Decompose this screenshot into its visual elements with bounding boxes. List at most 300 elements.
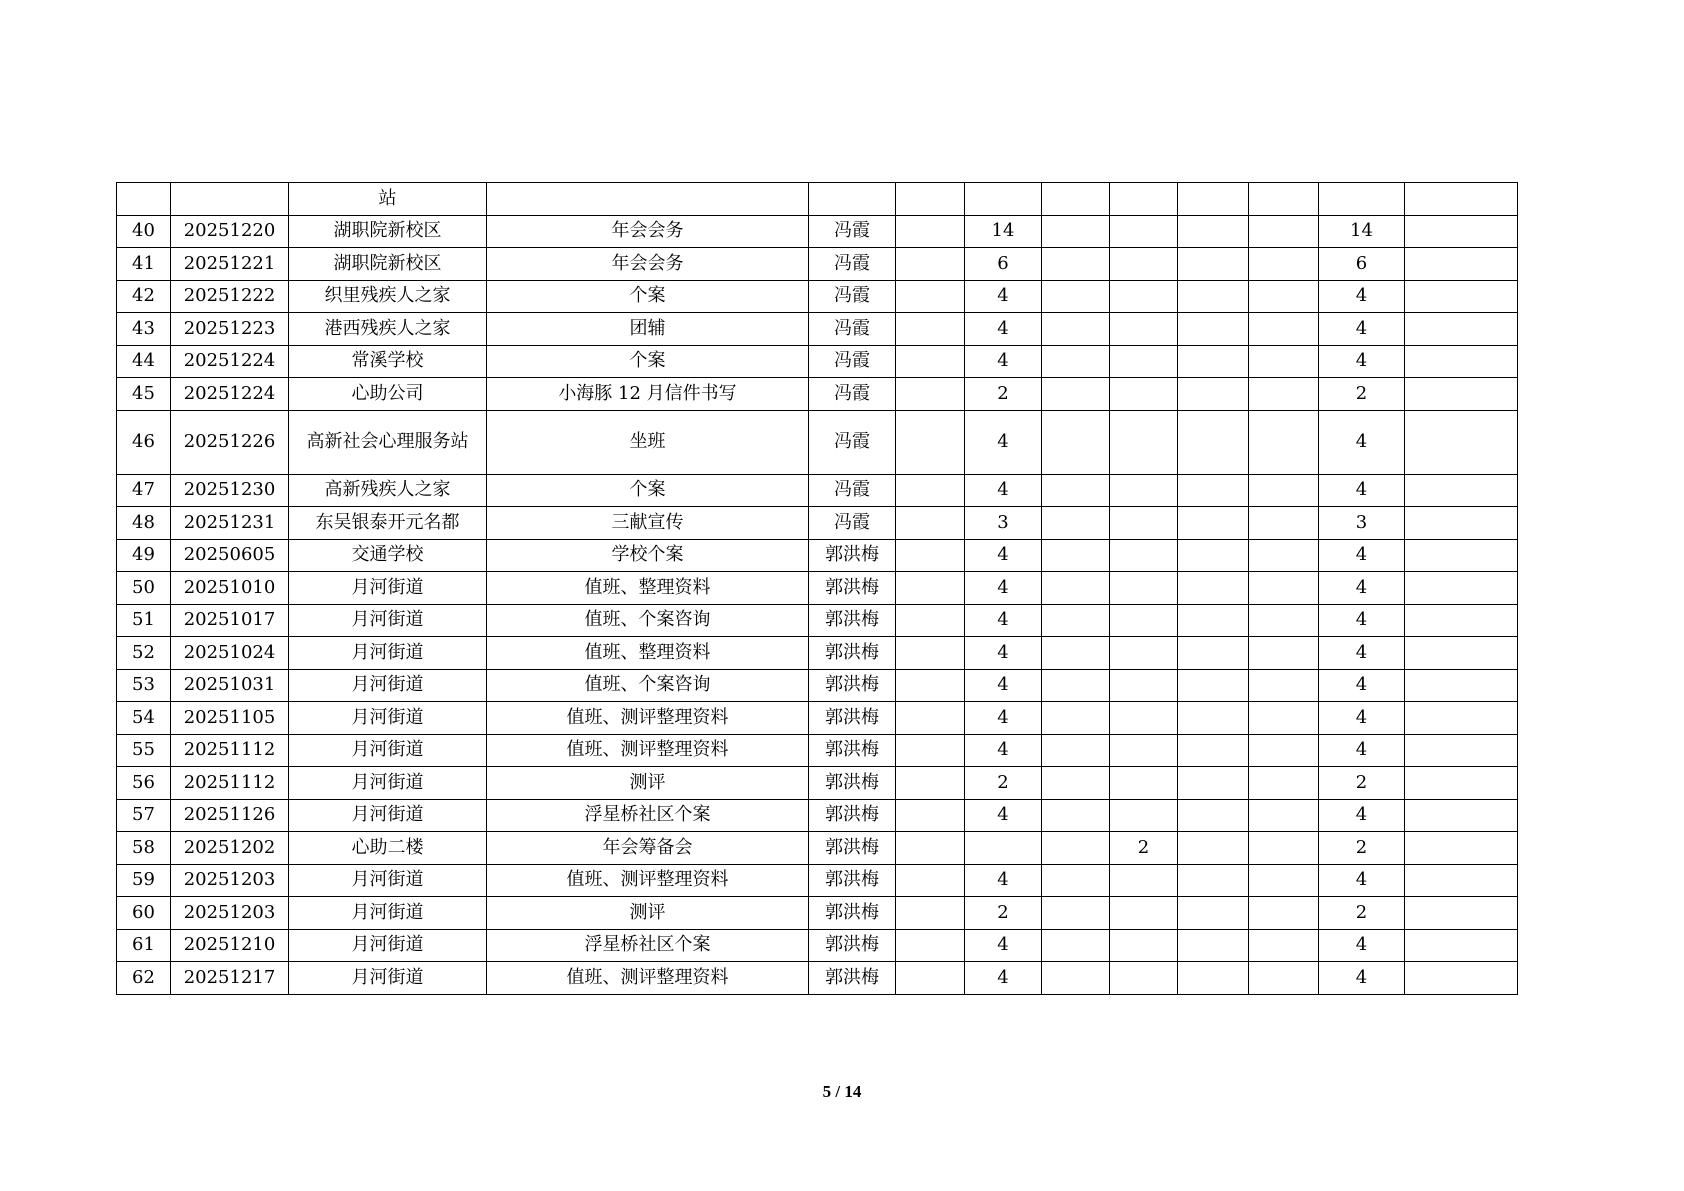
- row-number-cell: 57: [117, 799, 171, 832]
- hours-col-2-cell: 4: [965, 669, 1042, 702]
- activity-cell: 团辅: [487, 313, 809, 346]
- location-cell: 高新社会心理服务站: [289, 410, 487, 474]
- table-row: [117, 313, 1518, 346]
- location-cell: 月河街道: [289, 767, 487, 800]
- hours-col-1-cell: [896, 474, 965, 507]
- total-hours-cell: 4: [1319, 864, 1405, 897]
- total-hours-cell: 4: [1319, 410, 1405, 474]
- staff-name-cell: 郭洪梅: [809, 897, 896, 930]
- activity-cell: 个案: [487, 280, 809, 313]
- hours-col-4-cell: [1110, 474, 1178, 507]
- date-cell: 20251210: [171, 929, 289, 962]
- date-cell: 20251017: [171, 604, 289, 637]
- location-cell: 月河街道: [289, 702, 487, 735]
- hours-col-3-cell: [1042, 702, 1110, 735]
- hours-col-5-cell: [1178, 637, 1249, 670]
- row-number-cell: 55: [117, 734, 171, 767]
- hours-col-5-cell: [1178, 539, 1249, 572]
- hours-col-3-cell: [1042, 604, 1110, 637]
- hours-col-5-cell: [1178, 897, 1249, 930]
- total-hours-cell: 6: [1319, 248, 1405, 281]
- date-cell: 20251230: [171, 474, 289, 507]
- staff-name-cell: 冯霞: [809, 345, 896, 378]
- hours-col-1-cell: [896, 280, 965, 313]
- hours-col-2-cell: [965, 832, 1042, 865]
- activity-cell: 年会筹备会: [487, 832, 809, 865]
- staff-name-cell: 郭洪梅: [809, 669, 896, 702]
- staff-name-cell: 郭洪梅: [809, 734, 896, 767]
- hours-col-3-cell: [1042, 539, 1110, 572]
- table-row: [117, 474, 1518, 507]
- row-number-cell: 60: [117, 897, 171, 930]
- hours-col-3-cell: [1042, 734, 1110, 767]
- location-cell: 月河街道: [289, 734, 487, 767]
- total-hours-cell: 2: [1319, 767, 1405, 800]
- table-row: [117, 929, 1518, 962]
- row-number-cell: 44: [117, 345, 171, 378]
- row-number-cell: 49: [117, 539, 171, 572]
- activity-cell: 年会会务: [487, 215, 809, 248]
- hours-col-5-cell: [1178, 767, 1249, 800]
- hours-col-5-cell: [1178, 734, 1249, 767]
- hours-col-6-cell: [1249, 897, 1319, 930]
- hours-col-1-cell: [896, 669, 965, 702]
- page-number: 5 / 14: [822, 1082, 862, 1101]
- total-hours-cell: 4: [1319, 669, 1405, 702]
- hours-col-6-cell: [1249, 215, 1319, 248]
- hours-col-2-cell: 2: [965, 767, 1042, 800]
- staff-name-cell: 郭洪梅: [809, 832, 896, 865]
- hours-col-2-cell: 4: [965, 410, 1042, 474]
- hours-col-4-cell: [1110, 410, 1178, 474]
- total-hours-cell: 4: [1319, 345, 1405, 378]
- total-hours-cell: 4: [1319, 799, 1405, 832]
- staff-name-cell: 冯霞: [809, 215, 896, 248]
- remarks-cell: [1405, 215, 1518, 248]
- hours-col-2-cell: 4: [965, 604, 1042, 637]
- hours-col-3-cell: [1042, 864, 1110, 897]
- hours-col-4-cell: [1110, 183, 1178, 216]
- total-hours-cell: 4: [1319, 734, 1405, 767]
- total-hours-cell: 4: [1319, 539, 1405, 572]
- table-row: [117, 897, 1518, 930]
- row-number-cell: 47: [117, 474, 171, 507]
- hours-col-5-cell: [1178, 378, 1249, 411]
- hours-col-3-cell: [1042, 215, 1110, 248]
- date-cell: 20251220: [171, 215, 289, 248]
- remarks-cell: [1405, 539, 1518, 572]
- table-body: [117, 183, 1518, 995]
- hours-col-6-cell: [1249, 507, 1319, 540]
- hours-col-1-cell: [896, 637, 965, 670]
- row-number-cell: 42: [117, 280, 171, 313]
- hours-col-3-cell: [1042, 832, 1110, 865]
- remarks-cell: [1405, 767, 1518, 800]
- location-cell: 月河街道: [289, 799, 487, 832]
- hours-col-4-cell: [1110, 313, 1178, 346]
- hours-col-1-cell: [896, 962, 965, 995]
- remarks-cell: [1405, 669, 1518, 702]
- hours-col-5-cell: [1178, 572, 1249, 605]
- hours-col-4-cell: [1110, 280, 1178, 313]
- staff-name-cell: 郭洪梅: [809, 962, 896, 995]
- hours-col-4-cell: [1110, 572, 1178, 605]
- location-cell: 东吴银泰开元名都: [289, 507, 487, 540]
- hours-col-6-cell: [1249, 313, 1319, 346]
- hours-col-5-cell: [1178, 864, 1249, 897]
- date-cell: 20250605: [171, 539, 289, 572]
- hours-col-6-cell: [1249, 248, 1319, 281]
- location-cell: 月河街道: [289, 637, 487, 670]
- hours-col-4-cell: [1110, 962, 1178, 995]
- location-cell: 心助二楼: [289, 832, 487, 865]
- staff-name-cell: 冯霞: [809, 474, 896, 507]
- hours-col-4-cell: [1110, 378, 1178, 411]
- location-cell: 心助公司: [289, 378, 487, 411]
- row-number-cell: 62: [117, 962, 171, 995]
- hours-col-2-cell: 4: [965, 637, 1042, 670]
- remarks-cell: [1405, 897, 1518, 930]
- hours-col-3-cell: [1042, 799, 1110, 832]
- date-cell: 20251203: [171, 864, 289, 897]
- hours-col-4-cell: [1110, 345, 1178, 378]
- row-number-cell: 58: [117, 832, 171, 865]
- hours-col-4-cell: [1110, 215, 1178, 248]
- table-row: [117, 702, 1518, 735]
- date-cell: 20251024: [171, 637, 289, 670]
- hours-col-6-cell: [1249, 280, 1319, 313]
- row-number-cell: 46: [117, 410, 171, 474]
- remarks-cell: [1405, 799, 1518, 832]
- table-row: [117, 183, 1518, 216]
- hours-col-1-cell: [896, 378, 965, 411]
- hours-col-3-cell: [1042, 897, 1110, 930]
- date-cell: 20251126: [171, 799, 289, 832]
- location-cell: 月河街道: [289, 669, 487, 702]
- hours-col-6-cell: [1249, 410, 1319, 474]
- location-cell: 月河街道: [289, 929, 487, 962]
- hours-col-2-cell: 4: [965, 864, 1042, 897]
- remarks-cell: [1405, 864, 1518, 897]
- hours-col-2-cell: 4: [965, 734, 1042, 767]
- staff-name-cell: 冯霞: [809, 410, 896, 474]
- row-number-cell: 53: [117, 669, 171, 702]
- hours-col-4-cell: [1110, 864, 1178, 897]
- hours-col-4-cell: [1110, 507, 1178, 540]
- staff-name-cell: 郭洪梅: [809, 767, 896, 800]
- hours-col-6-cell: [1249, 183, 1319, 216]
- staff-name-cell: 冯霞: [809, 507, 896, 540]
- total-hours-cell: [1319, 183, 1405, 216]
- activity-cell: 值班、个案咨询: [487, 669, 809, 702]
- activity-cell: 坐班: [487, 410, 809, 474]
- row-number-cell: 43: [117, 313, 171, 346]
- hours-col-3-cell: [1042, 507, 1110, 540]
- date-cell: 20251112: [171, 767, 289, 800]
- table-row: [117, 669, 1518, 702]
- hours-col-1-cell: [896, 702, 965, 735]
- remarks-cell: [1405, 734, 1518, 767]
- hours-col-3-cell: [1042, 929, 1110, 962]
- hours-col-3-cell: [1042, 637, 1110, 670]
- total-hours-cell: 4: [1319, 929, 1405, 962]
- date-cell: 20251203: [171, 897, 289, 930]
- table-row: [117, 507, 1518, 540]
- location-cell: 湖职院新校区: [289, 248, 487, 281]
- hours-col-1-cell: [896, 929, 965, 962]
- hours-col-3-cell: [1042, 669, 1110, 702]
- date-cell: 20251031: [171, 669, 289, 702]
- activity-cell: 值班、测评整理资料: [487, 702, 809, 735]
- activity-cell: 值班、个案咨询: [487, 604, 809, 637]
- table-row: [117, 637, 1518, 670]
- row-number-cell: 56: [117, 767, 171, 800]
- hours-col-6-cell: [1249, 702, 1319, 735]
- staff-name-cell: 郭洪梅: [809, 929, 896, 962]
- hours-col-2-cell: 3: [965, 507, 1042, 540]
- remarks-cell: [1405, 183, 1518, 216]
- activity-cell: 值班、整理资料: [487, 572, 809, 605]
- row-number-cell: 54: [117, 702, 171, 735]
- total-hours-cell: 4: [1319, 604, 1405, 637]
- staff-name-cell: 冯霞: [809, 248, 896, 281]
- hours-col-3-cell: [1042, 378, 1110, 411]
- hours-col-1-cell: [896, 248, 965, 281]
- remarks-cell: [1405, 572, 1518, 605]
- remarks-cell: [1405, 929, 1518, 962]
- hours-col-4-cell: 2: [1110, 832, 1178, 865]
- hours-col-6-cell: [1249, 929, 1319, 962]
- date-cell: 20251223: [171, 313, 289, 346]
- hours-col-5-cell: [1178, 183, 1249, 216]
- total-hours-cell: 4: [1319, 572, 1405, 605]
- date-cell: 20251221: [171, 248, 289, 281]
- location-cell: 月河街道: [289, 864, 487, 897]
- activity-cell: 个案: [487, 474, 809, 507]
- hours-col-2-cell: 4: [965, 474, 1042, 507]
- total-hours-cell: 2: [1319, 832, 1405, 865]
- activity-cell: 个案: [487, 345, 809, 378]
- hours-col-1-cell: [896, 604, 965, 637]
- table-row: [117, 604, 1518, 637]
- date-cell: 20251202: [171, 832, 289, 865]
- hours-col-2-cell: 4: [965, 539, 1042, 572]
- total-hours-cell: 3: [1319, 507, 1405, 540]
- activity-cell: 学校个案: [487, 539, 809, 572]
- hours-col-1-cell: [896, 897, 965, 930]
- hours-col-6-cell: [1249, 799, 1319, 832]
- hours-col-4-cell: [1110, 799, 1178, 832]
- total-hours-cell: 4: [1319, 280, 1405, 313]
- remarks-cell: [1405, 474, 1518, 507]
- activity-cell: 测评: [487, 897, 809, 930]
- total-hours-cell: 4: [1319, 313, 1405, 346]
- staff-name-cell: 冯霞: [809, 313, 896, 346]
- table-row: [117, 378, 1518, 411]
- hours-col-5-cell: [1178, 345, 1249, 378]
- total-hours-cell: 14: [1319, 215, 1405, 248]
- date-cell: 20251226: [171, 410, 289, 474]
- hours-col-6-cell: [1249, 669, 1319, 702]
- table-row: [117, 248, 1518, 281]
- location-cell: 湖职院新校区: [289, 215, 487, 248]
- hours-col-4-cell: [1110, 248, 1178, 281]
- hours-col-6-cell: [1249, 832, 1319, 865]
- activity-cell: [487, 183, 809, 216]
- location-cell: 常溪学校: [289, 345, 487, 378]
- hours-col-5-cell: [1178, 313, 1249, 346]
- hours-col-2-cell: 6: [965, 248, 1042, 281]
- hours-col-3-cell: [1042, 183, 1110, 216]
- hours-col-6-cell: [1249, 637, 1319, 670]
- hours-col-3-cell: [1042, 572, 1110, 605]
- activity-cell: 小海豚 12 月信件书写: [487, 378, 809, 411]
- remarks-cell: [1405, 507, 1518, 540]
- staff-name-cell: 冯霞: [809, 280, 896, 313]
- service-hours-table: [116, 182, 1518, 995]
- remarks-cell: [1405, 637, 1518, 670]
- hours-col-1-cell: [896, 215, 965, 248]
- activity-cell: 浮星桥社区个案: [487, 929, 809, 962]
- staff-name-cell: 郭洪梅: [809, 572, 896, 605]
- row-number-cell: 48: [117, 507, 171, 540]
- activity-cell: 值班、测评整理资料: [487, 864, 809, 897]
- activity-cell: 值班、测评整理资料: [487, 734, 809, 767]
- staff-name-cell: 郭洪梅: [809, 702, 896, 735]
- hours-col-4-cell: [1110, 767, 1178, 800]
- hours-col-1-cell: [896, 313, 965, 346]
- hours-col-6-cell: [1249, 604, 1319, 637]
- date-cell: 20251231: [171, 507, 289, 540]
- table-row: [117, 572, 1518, 605]
- hours-col-1-cell: [896, 183, 965, 216]
- table-row: [117, 799, 1518, 832]
- total-hours-cell: 4: [1319, 702, 1405, 735]
- hours-col-6-cell: [1249, 864, 1319, 897]
- hours-col-2-cell: 14: [965, 215, 1042, 248]
- staff-name-cell: 郭洪梅: [809, 799, 896, 832]
- hours-col-5-cell: [1178, 929, 1249, 962]
- row-number-cell: 52: [117, 637, 171, 670]
- row-number-cell: 61: [117, 929, 171, 962]
- hours-col-1-cell: [896, 767, 965, 800]
- remarks-cell: [1405, 410, 1518, 474]
- hours-col-2-cell: 4: [965, 929, 1042, 962]
- hours-col-6-cell: [1249, 767, 1319, 800]
- date-cell: 20251105: [171, 702, 289, 735]
- hours-col-4-cell: [1110, 669, 1178, 702]
- date-cell: 20251224: [171, 378, 289, 411]
- staff-name-cell: 郭洪梅: [809, 864, 896, 897]
- activity-cell: 年会会务: [487, 248, 809, 281]
- staff-name-cell: 冯霞: [809, 378, 896, 411]
- activity-cell: 值班、测评整理资料: [487, 962, 809, 995]
- hours-col-4-cell: [1110, 929, 1178, 962]
- hours-col-2-cell: 4: [965, 572, 1042, 605]
- row-number-cell: 40: [117, 215, 171, 248]
- table-row: [117, 962, 1518, 995]
- hours-col-1-cell: [896, 734, 965, 767]
- activity-cell: 测评: [487, 767, 809, 800]
- hours-col-3-cell: [1042, 410, 1110, 474]
- hours-col-2-cell: 2: [965, 897, 1042, 930]
- hours-col-1-cell: [896, 799, 965, 832]
- staff-name-cell: 郭洪梅: [809, 604, 896, 637]
- hours-col-6-cell: [1249, 734, 1319, 767]
- table-row: [117, 215, 1518, 248]
- hours-col-6-cell: [1249, 474, 1319, 507]
- total-hours-cell: 2: [1319, 378, 1405, 411]
- location-cell: 织里残疾人之家: [289, 280, 487, 313]
- hours-col-4-cell: [1110, 702, 1178, 735]
- hours-col-1-cell: [896, 832, 965, 865]
- table-row: [117, 410, 1518, 474]
- hours-col-1-cell: [896, 572, 965, 605]
- staff-name-cell: 郭洪梅: [809, 637, 896, 670]
- hours-col-5-cell: [1178, 507, 1249, 540]
- date-cell: 20251010: [171, 572, 289, 605]
- date-cell: 20251217: [171, 962, 289, 995]
- hours-col-2-cell: [965, 183, 1042, 216]
- hours-col-2-cell: 4: [965, 799, 1042, 832]
- location-cell: 港西残疾人之家: [289, 313, 487, 346]
- hours-col-2-cell: 4: [965, 962, 1042, 995]
- hours-col-5-cell: [1178, 215, 1249, 248]
- activity-cell: 值班、整理资料: [487, 637, 809, 670]
- hours-col-3-cell: [1042, 280, 1110, 313]
- hours-col-1-cell: [896, 507, 965, 540]
- row-number-cell: 50: [117, 572, 171, 605]
- activity-cell: 浮星桥社区个案: [487, 799, 809, 832]
- hours-col-3-cell: [1042, 345, 1110, 378]
- hours-col-4-cell: [1110, 539, 1178, 572]
- remarks-cell: [1405, 832, 1518, 865]
- table-row: [117, 734, 1518, 767]
- location-cell: 月河街道: [289, 572, 487, 605]
- hours-col-3-cell: [1042, 962, 1110, 995]
- hours-col-5-cell: [1178, 799, 1249, 832]
- location-cell: 月河街道: [289, 962, 487, 995]
- hours-col-2-cell: 4: [965, 702, 1042, 735]
- hours-col-5-cell: [1178, 832, 1249, 865]
- hours-col-6-cell: [1249, 962, 1319, 995]
- total-hours-cell: 4: [1319, 962, 1405, 995]
- location-cell: 站: [289, 183, 487, 216]
- hours-col-2-cell: 2: [965, 378, 1042, 411]
- hours-col-6-cell: [1249, 345, 1319, 378]
- hours-col-4-cell: [1110, 637, 1178, 670]
- hours-col-2-cell: 4: [965, 313, 1042, 346]
- remarks-cell: [1405, 702, 1518, 735]
- table-row: [117, 539, 1518, 572]
- table-row: [117, 345, 1518, 378]
- row-number-cell: 41: [117, 248, 171, 281]
- hours-col-5-cell: [1178, 604, 1249, 637]
- hours-col-3-cell: [1042, 474, 1110, 507]
- location-cell: 交通学校: [289, 539, 487, 572]
- location-cell: 高新残疾人之家: [289, 474, 487, 507]
- row-number-cell: [117, 183, 171, 216]
- hours-col-4-cell: [1110, 734, 1178, 767]
- hours-col-5-cell: [1178, 669, 1249, 702]
- hours-col-3-cell: [1042, 767, 1110, 800]
- hours-col-2-cell: 4: [965, 345, 1042, 378]
- hours-col-5-cell: [1178, 410, 1249, 474]
- remarks-cell: [1405, 313, 1518, 346]
- date-cell: 20251224: [171, 345, 289, 378]
- hours-col-5-cell: [1178, 474, 1249, 507]
- hours-col-5-cell: [1178, 248, 1249, 281]
